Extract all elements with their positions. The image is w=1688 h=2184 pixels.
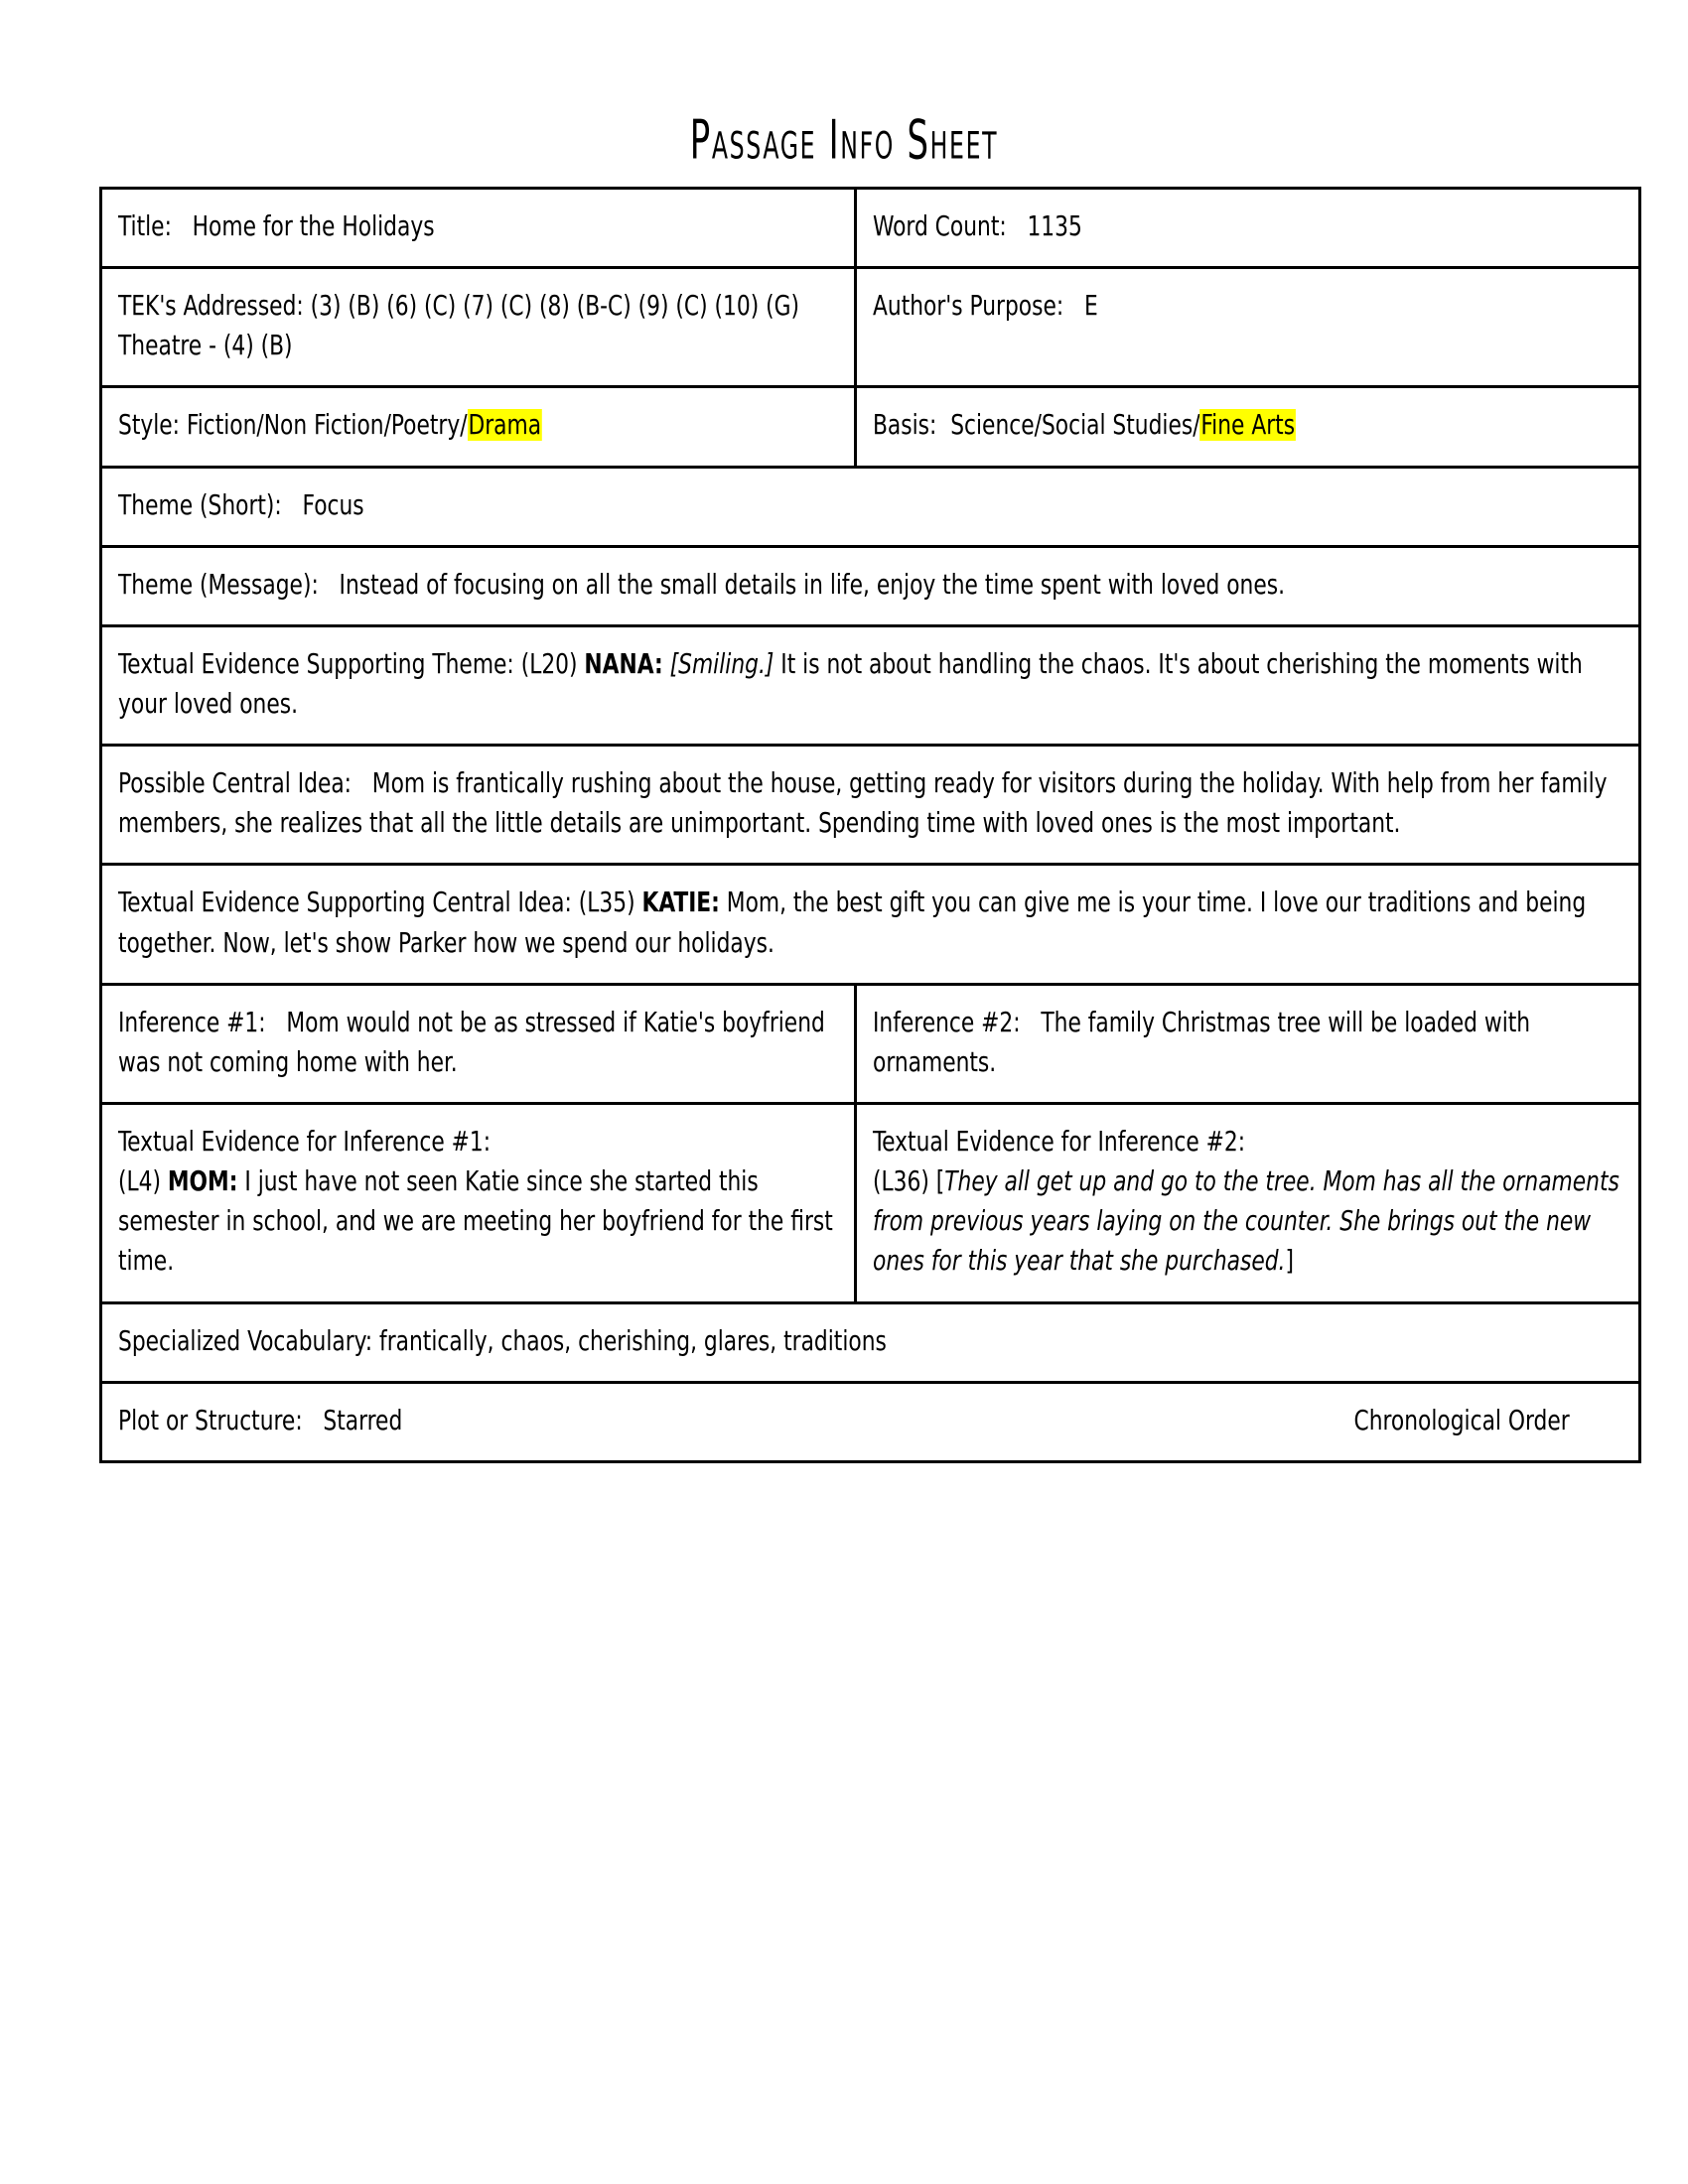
evidence-inf2-line: (L36) <box>873 1165 929 1198</box>
inference1-label: Inference #1: <box>118 1006 266 1038</box>
evidence-central-speaker: KATIE: <box>641 887 720 919</box>
table-row-vocabulary <box>101 1302 1640 1382</box>
basis-selected-highlight: Fine Arts <box>1200 409 1296 442</box>
table-row-evidence-central <box>101 865 1640 984</box>
theme-short-value: Focus <box>302 488 364 521</box>
word-count-value: 1135 <box>1027 210 1082 242</box>
table-row-evidence-theme <box>101 625 1640 745</box>
evidence-theme-quote: It is not about handling the chaos. It's about cherishing the moments with your loved ones. <box>118 647 1583 720</box>
cell-evidence-central <box>101 865 1640 984</box>
inference1-value: Mom would not be as stressed if Katie's boyfriend was not coming home with her. <box>118 1006 825 1078</box>
cell-theme-message <box>101 546 1640 625</box>
table-row-title <box>101 189 1640 268</box>
style-label: Style: <box>118 409 181 442</box>
teks-value: (3) (B) (6) (C) (7) (C) (8) (B-C) (9) (C) (10) (G) Theatre - (4) (B) <box>118 290 799 362</box>
evidence-inf1-quote: I just have not seen Katie since she started this semester in school, and we are meeting her boyfriend for the first time. <box>118 1165 833 1278</box>
plot-structure-group <box>118 1401 402 1440</box>
central-idea-value: Mom is frantically rushing about the house, getting ready for visitors during the holiday. With help from her family members, she realizes that all the little details are unimportant. Spending time with loved ones is the most important. <box>118 767 1608 840</box>
cell-inference-2 <box>856 984 1640 1103</box>
table-row-plot-structure <box>101 1382 1640 1461</box>
table-row-style-basis <box>101 387 1640 467</box>
page-title: Passage Info Sheet <box>689 107 999 172</box>
cell-evidence-theme <box>101 625 1640 745</box>
vocab-label: Specialized Vocabulary: <box>118 1324 373 1357</box>
table-row-theme-message <box>101 546 1640 625</box>
cell-vocabulary <box>101 1302 1640 1382</box>
evidence-theme-speaker: NANA: <box>584 647 663 680</box>
word-count-label: Word Count: <box>873 210 1007 242</box>
vocab-value: frantically, chaos, cherishing, glares, traditions <box>379 1324 887 1357</box>
evidence-theme-line: (L20) <box>520 647 578 680</box>
theme-message-value: Instead of focusing on all the small details in life, enjoy the time spent with loved ones. <box>339 568 1286 601</box>
inference2-label: Inference #2: <box>873 1006 1021 1038</box>
plot-value: Starred <box>323 1404 403 1436</box>
theme-message-label: Theme (Message): <box>118 568 319 601</box>
cell-inference-1 <box>101 984 856 1103</box>
evidence-inf1-label: Textual Evidence for Inference #1: <box>118 1125 492 1158</box>
evidence-central-quote: Mom, the best gift you can give me is your time. I love our traditions and being together. Now, let's show Parker how we spend our holidays. <box>118 887 1587 959</box>
basis-label: Basis: <box>873 409 937 442</box>
table-row-theme-short <box>101 467 1640 546</box>
passage-info-table <box>99 187 1641 1463</box>
teks-label: TEK's Addressed: <box>118 290 304 323</box>
cell-teks <box>101 268 856 387</box>
cell-title <box>101 189 856 268</box>
title-value: Home for the Holidays <box>192 210 435 242</box>
theme-short-label: Theme (Short): <box>118 488 282 521</box>
authors-purpose-label: Author's Purpose: <box>873 290 1064 323</box>
cell-basis <box>856 387 1640 467</box>
style-selected-highlight: Drama <box>468 409 542 442</box>
evidence-inf2-stage-direction: They all get up and go to the tree. Mom has all the ornaments from previous years laying on the counter. She brings out the new ones for this year that she purchased. <box>873 1165 1619 1278</box>
cell-theme-short <box>101 467 1640 546</box>
table-row-inference-evidence <box>101 1103 1640 1302</box>
plot-label: Plot or Structure: <box>118 1404 303 1436</box>
title-label: Title: <box>118 210 172 242</box>
evidence-inf2-label: Textual Evidence for Inference #2: <box>873 1125 1246 1158</box>
cell-evidence-inference-2 <box>856 1103 1640 1302</box>
inference2-value: The family Christmas tree will be loaded with ornaments. <box>873 1006 1531 1078</box>
authors-purpose-value: E <box>1083 290 1098 323</box>
cell-plot-structure <box>101 1382 1640 1461</box>
evidence-inf2-bracket-open: [ <box>935 1165 945 1198</box>
cell-word-count <box>856 189 1640 268</box>
style-options: Fiction/Non Fiction/Poetry/ <box>186 409 468 442</box>
table-row-inferences <box>101 984 1640 1103</box>
evidence-inf1-line: (L4) <box>118 1165 161 1198</box>
cell-style <box>101 387 856 467</box>
cell-central-idea <box>101 746 1640 865</box>
basis-options: Science/Social Studies/ <box>950 409 1200 442</box>
evidence-inf1-speaker: MOM: <box>167 1165 238 1198</box>
table-row-central-idea <box>101 746 1640 865</box>
evidence-theme-label: Textual Evidence Supporting Theme: <box>118 647 514 680</box>
plot-order-note: Chronological Order <box>1353 1404 1570 1436</box>
evidence-central-line: (L35) <box>578 887 635 919</box>
cell-evidence-inference-1 <box>101 1103 856 1302</box>
evidence-central-label: Textual Evidence Supporting Central Idea: <box>118 887 572 919</box>
central-idea-label: Possible Central Idea: <box>118 767 352 800</box>
evidence-inf2-bracket-close: ] <box>1285 1245 1294 1278</box>
cell-authors-purpose <box>856 268 1640 387</box>
evidence-theme-stage-direction: [Smiling.] <box>669 647 774 680</box>
table-row-teks <box>101 268 1640 387</box>
